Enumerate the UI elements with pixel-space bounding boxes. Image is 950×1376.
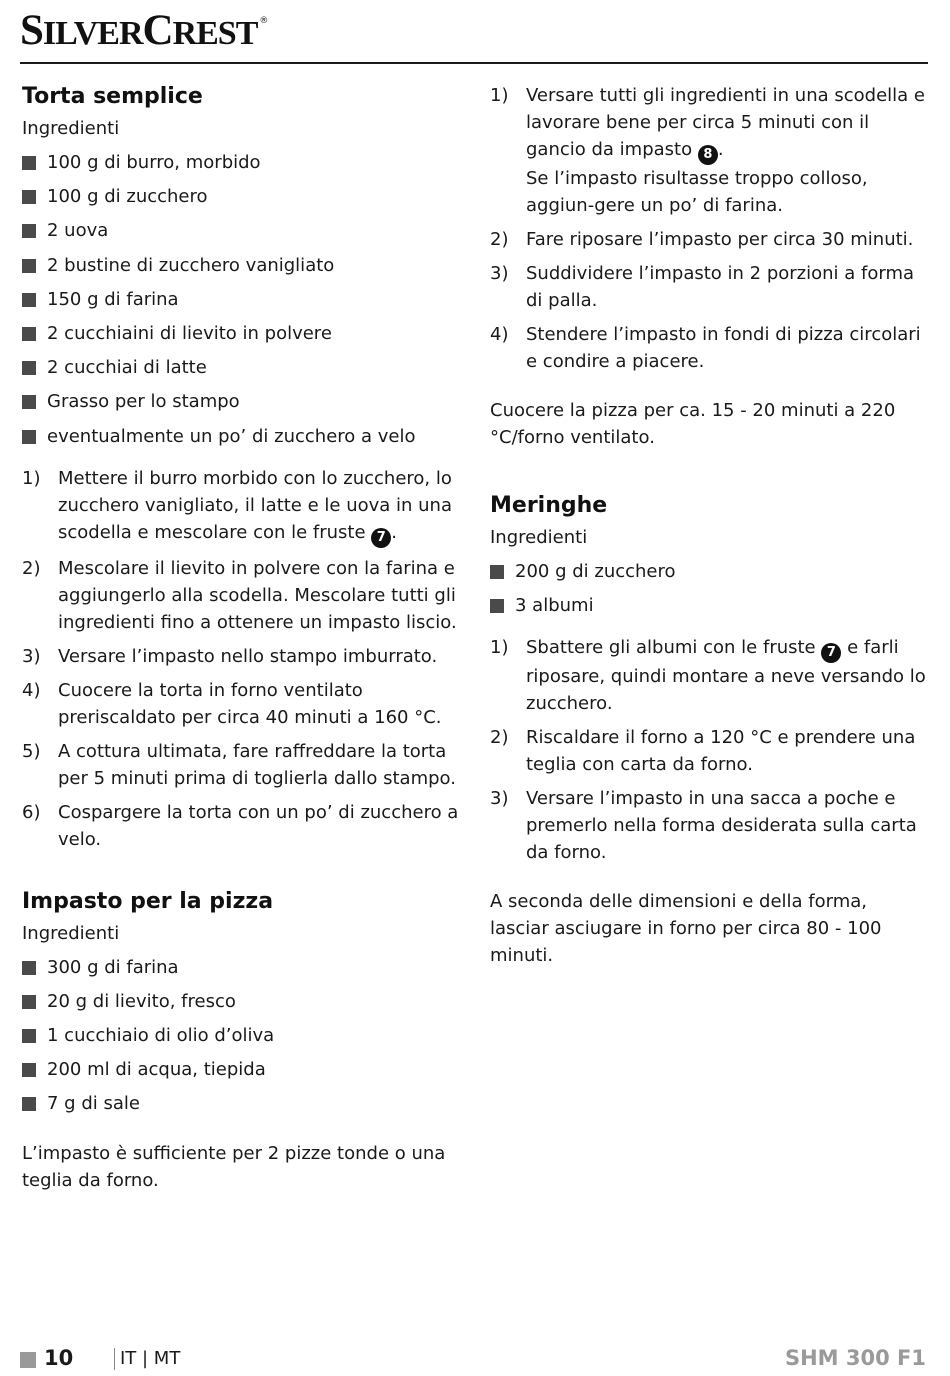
section-subtitle: Ingredienti [490,527,588,548]
part-number-badge: 7 [371,528,391,548]
section-impasto-pizza [22,887,462,1195]
step-item: 3) Versare l’impasto nello stampo imburrato. [22,645,438,667]
bullet-square-icon [22,361,36,375]
page-number: 10 [44,1346,74,1370]
step-list [490,634,930,866]
meringhe-drying-note: A seconda delle dimensioni e della forma, lasciar asciugare in forno per circa 80 - 100 minuti. [490,891,882,967]
step-list [490,82,930,375]
bullet-square-icon [22,1029,36,1043]
bullet-square-icon [22,395,36,409]
step-item: 5) A cottura ultimata, fare raffreddare la torta per 5 minuti prima di toglierla dallo stampo. [22,740,456,789]
step-item: 4) Stendere l’impasto in fondi di pizza circolari e condire a piacere. [490,324,921,372]
step-item: 2) Riscaldare il forno a 120 °C e prendere una teglia con carta da forno. [490,727,916,776]
section-title: Torta semplice [22,84,203,109]
ingredient-list [22,151,462,449]
bullet-square-icon [22,327,36,341]
ingredient-item: Grasso per lo stampo [22,390,462,414]
ingredient-item: 2 uova [22,219,462,243]
bullet-square-icon [490,565,504,579]
ingredient-item: 20 g di lievito, fresco [22,990,462,1014]
step-item: 6) Cospargere la torta con un po’ di zucchero a velo. [22,801,459,850]
language-code: IT | MT [120,1348,181,1369]
bullet-square-icon [22,259,36,273]
bullet-square-icon [22,430,36,444]
section-title: Meringhe [490,493,608,518]
ingredient-item: 2 bustine di zucchero vanigliato [22,254,462,278]
bullet-square-icon [22,224,36,238]
section-subtitle: Ingredienti [22,922,120,944]
bullet-square-icon [22,961,36,975]
bullet-square-icon [22,1097,36,1111]
ingredient-item: 2 cucchiai di latte [22,356,462,380]
step-item: 2) Fare riposare l’impasto per circa 30 minuti. [490,229,914,250]
step-item: 1) Versare tutti gli ingredienti in una scodella e lavorare bene per circa 5 minuti con il gancio da impasto 8 . Se l’impasto risultasse troppo colloso, aggiun-gere un po’ di farina. [490,85,925,216]
step-item: 3) Suddividere l’impasto in 2 porzioni a forma di palla. [490,263,915,311]
ingredient-item: 200 g di zucchero [490,560,930,584]
ingredient-item: 300 g di farina [22,956,462,980]
left-column [22,82,462,1194]
ingredient-item: eventualmente un po’ di zucchero a velo [22,425,462,449]
bullet-square-icon [22,995,36,1009]
step-item: 4) Cuocere la torta in forno ventilato preriscaldato per circa 40 minuti a 160 °C. [22,679,442,728]
step-item: 1) Mettere il burro morbido con lo zucchero, lo zucchero vanigliato, il latte e le uova in una scodella e mescolare con le fruste 7 . [22,465,462,548]
ingredient-list [490,560,930,618]
ingredient-item: 2 cucchiaini di lievito in polvere [22,322,462,346]
section-subtitle: Ingredienti [22,118,120,139]
brand-logo: SILVERCREST ® [20,7,268,54]
pizza-bake-note: Cuocere la pizza per ca. 15 - 20 minuti a 220 °C/forno ventilato. [490,400,896,448]
ingredient-item: 100 g di burro, morbido [22,151,462,175]
part-number-badge: 7 [821,643,841,663]
ingredient-item: 200 ml di acqua, tiepida [22,1058,462,1082]
bullet-square-icon [22,293,36,307]
section-title: Impasto per la pizza [22,888,274,914]
part-number-badge: 8 [698,145,718,165]
section-meringhe [490,491,930,969]
right-column [490,82,930,969]
step-list [22,465,462,853]
step-item: 3) Versare l’impasto in una sacca a poche e premerlo nella forma desiderata sulla carta da forno. [490,788,917,864]
ingredient-item: 100 g di zucchero [22,185,462,209]
bullet-square-icon [22,1063,36,1077]
bullet-square-icon [22,156,36,170]
model-number: SHM 300 F1 [784,1346,926,1370]
page-footer [20,1346,926,1376]
bullet-square-icon [490,599,504,613]
header-rule [20,62,928,64]
pizza-yield-note: L’impasto è sufficiente per 2 pizze tonde o una teglia da forno. [22,1143,446,1192]
step-item: 1) Sbattere gli albumi con le fruste 7 e farli riposare, quindi montare a neve versando lo zucchero. [490,637,926,715]
ingredient-item: 3 albumi [490,594,930,618]
ingredient-item: 7 g di sale [22,1092,462,1116]
ingredient-item: 150 g di farina [22,288,462,312]
ingredient-list [22,956,462,1117]
footer-divider [114,1348,115,1370]
step-item: 2) Mescolare il lievito in polvere con la farina e aggiungerlo alla scodella. Mescolare tutti gli ingredienti fino a ottenere un impasto liscio. [22,557,457,633]
bullet-square-icon [22,190,36,204]
section-torta-semplice [22,82,462,853]
ingredient-item: 1 cucchiaio di olio d’oliva [22,1024,462,1048]
page-marker-icon [20,1352,36,1368]
